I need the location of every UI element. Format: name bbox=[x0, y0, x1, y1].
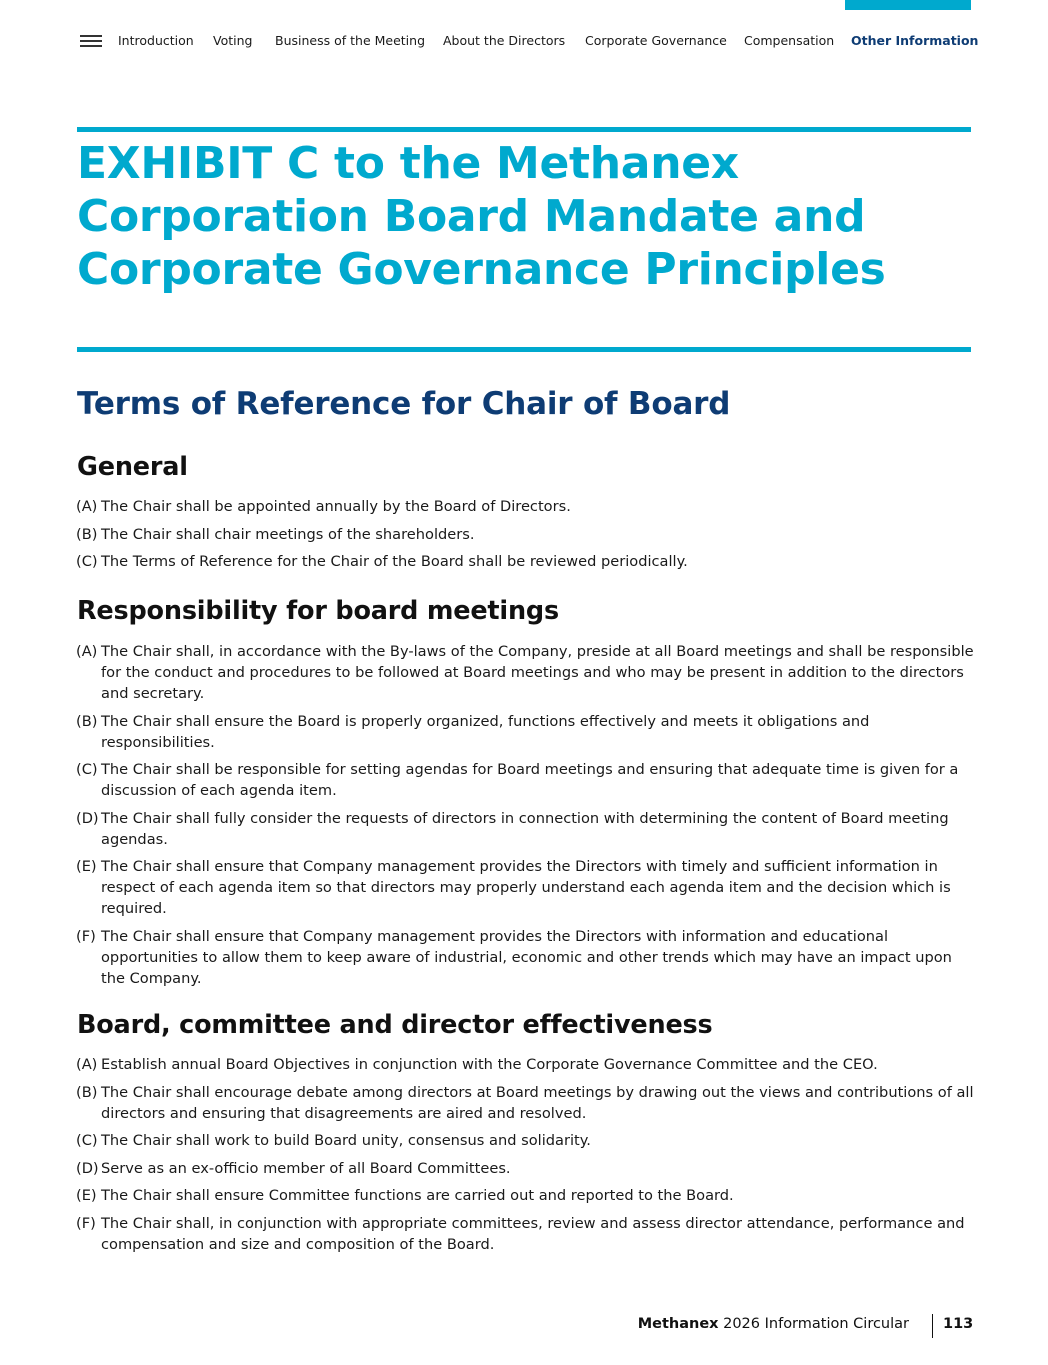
list-item bbox=[76, 1158, 974, 1179]
item-label: (C) bbox=[76, 761, 98, 778]
item-label: (F) bbox=[76, 927, 96, 945]
section-title: Terms of Reference for Chair of Board bbox=[77, 386, 731, 422]
page-footer bbox=[0, 1314, 1048, 1338]
item-text: Establish annual Board Objectives in conjunction with the Corporate Governance Committee and the CEO. bbox=[101, 1056, 878, 1073]
list-general bbox=[76, 496, 974, 579]
list-item bbox=[76, 711, 974, 753]
item-text: The Chair shall fully consider the requests of directors in connection with determining the content of Board meeting agendas. bbox=[101, 809, 949, 848]
item-label: (A) bbox=[76, 498, 98, 515]
item-text: The Chair shall ensure that Company management provides the Directors with timely and sufficient information in respect of each agenda item so that directors may properly understand each agenda item and the decision which is required. bbox=[101, 858, 951, 917]
top-navigation bbox=[0, 33, 1048, 51]
nav-item-voting[interactable]: Voting bbox=[213, 33, 253, 48]
item-label: (D) bbox=[76, 1159, 99, 1177]
item-text: The Chair shall, in accordance with the By-laws of the Company, preside at all Board meetings and shall be responsible for the conduct and procedures to be followed at Board meetings and who may be present in addition to the directors and secretary. bbox=[101, 643, 974, 702]
nav-item-other-information[interactable]: Other Information bbox=[851, 33, 979, 48]
item-text: The Chair shall ensure the Board is properly organized, functions effectively and meets it obligations and responsibilities. bbox=[101, 712, 870, 751]
footer-brand: Methanex bbox=[637, 1316, 719, 1332]
item-label: (E) bbox=[76, 1187, 97, 1204]
footer-publication bbox=[638, 1316, 909, 1332]
page-number: 113 bbox=[943, 1316, 974, 1332]
item-label: (D) bbox=[76, 809, 99, 827]
title-bottom-rule bbox=[77, 347, 971, 352]
list-item bbox=[76, 1054, 974, 1075]
item-label: (C) bbox=[76, 1132, 98, 1149]
item-label: (A) bbox=[76, 1056, 98, 1073]
nav-item-about-the-directors[interactable]: About the Directors bbox=[443, 33, 566, 48]
hamburger-menu-icon[interactable] bbox=[80, 35, 102, 49]
item-label: (B) bbox=[76, 1083, 98, 1101]
list-item bbox=[76, 856, 974, 919]
list-item bbox=[76, 496, 974, 517]
item-text: Serve as an ex-officio member of all Board Committees. bbox=[101, 1159, 511, 1177]
item-text: The Chair shall, in conjunction with appropriate committees, review and assess director attendance, performance and compensation and size and composition of the Board. bbox=[101, 1214, 965, 1253]
list-item bbox=[76, 926, 974, 989]
list-item bbox=[76, 641, 974, 704]
item-label: (A) bbox=[76, 643, 98, 660]
title-top-rule bbox=[77, 127, 971, 132]
nav-item-business-of-the-meeting[interactable]: Business of the Meeting bbox=[275, 33, 425, 48]
nav-item-corporate-governance[interactable]: Corporate Governance bbox=[585, 33, 727, 48]
item-text: The Chair shall work to build Board unity, consensus and solidarity. bbox=[101, 1132, 591, 1149]
list-item bbox=[76, 1130, 974, 1151]
item-text: The Chair shall be appointed annually by the Board of Directors. bbox=[101, 498, 571, 515]
list-item bbox=[76, 1185, 974, 1206]
item-label: (B) bbox=[76, 712, 98, 730]
nav-item-compensation[interactable]: Compensation bbox=[744, 33, 835, 48]
list-item bbox=[76, 1213, 974, 1255]
item-label: (B) bbox=[76, 525, 98, 543]
item-text: The Chair shall ensure Committee functions are carried out and reported to the Board. bbox=[101, 1187, 734, 1204]
heading-board-committee-director-effectiveness: Board, committee and director effectiveness bbox=[77, 1010, 713, 1040]
list-effectiveness bbox=[76, 1054, 974, 1261]
footer-divider bbox=[932, 1314, 933, 1338]
item-text: The Chair shall encourage debate among directors at Board meetings by drawing out the views and contributions of all directors and ensuring that disagreements are aired and resolved. bbox=[101, 1083, 974, 1122]
item-text: The Terms of Reference for the Chair of the Board shall be reviewed periodically. bbox=[101, 553, 688, 570]
item-text: The Chair shall chair meetings of the shareholders. bbox=[101, 525, 475, 543]
item-label: (E) bbox=[76, 858, 97, 875]
heading-responsibility-for-board-meetings: Responsibility for board meetings bbox=[77, 596, 559, 626]
item-label: (C) bbox=[76, 553, 98, 570]
footer-doc-title: 2026 Information Circular bbox=[718, 1316, 909, 1332]
item-text: The Chair shall ensure that Company management provides the Directors with information and educational opportunities to allow them to keep aware of industrial, economic and other trends which may have an impact upon the Company. bbox=[101, 927, 952, 987]
list-item bbox=[76, 808, 974, 850]
list-board-meetings bbox=[76, 641, 974, 995]
item-label: (F) bbox=[76, 1214, 96, 1232]
item-text: The Chair shall be responsible for setting agendas for Board meetings and ensuring that adequate time is given for a discussion of each agenda item. bbox=[101, 761, 959, 799]
list-item bbox=[76, 759, 974, 801]
list-item bbox=[76, 524, 974, 545]
exhibit-title: EXHIBIT C to the Methanex Corporation Board Mandate and Corporate Governance Principles bbox=[77, 138, 886, 295]
nav-item-introduction[interactable]: Introduction bbox=[118, 33, 194, 48]
list-item bbox=[76, 1082, 974, 1124]
active-section-indicator bbox=[845, 0, 971, 10]
heading-general: General bbox=[77, 452, 188, 482]
list-item bbox=[76, 551, 974, 572]
